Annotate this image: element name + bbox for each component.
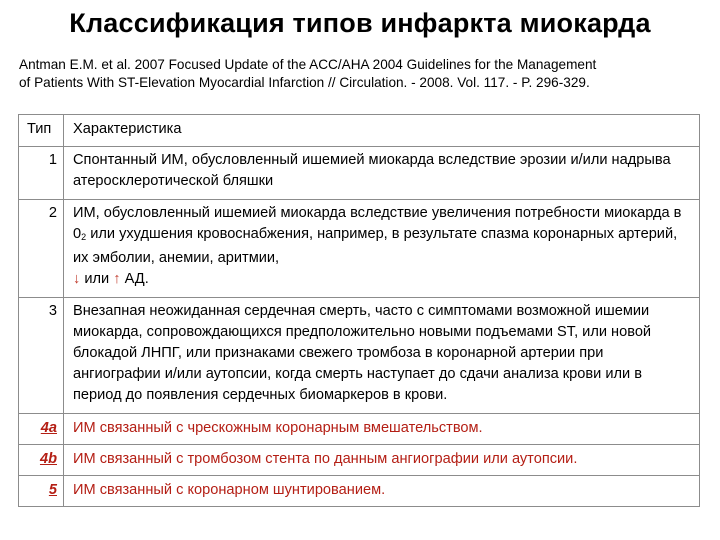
table-row <box>19 414 700 445</box>
row-type: 4a <box>19 414 64 445</box>
page-title: Классификация типов инфаркта миокарда <box>69 8 651 38</box>
table-row <box>19 476 700 507</box>
row-text-part: или ухудшения кровоснабжения, например, в результате спазма коронарных артерий, их эмболии, анемии, аритмии, <box>73 226 678 266</box>
header-type: Тип <box>19 115 64 147</box>
row-text-part: или <box>80 271 114 287</box>
row-description: ИМ связанный с коронарном шунтированием. <box>64 476 700 507</box>
header-description: Характеристика <box>64 115 700 147</box>
citation <box>19 56 709 92</box>
row-type: 2 <box>19 200 64 298</box>
row-type: 5 <box>19 476 64 507</box>
row-type: 4b <box>19 445 64 476</box>
table-row <box>19 200 700 298</box>
row-description: Спонтанный ИМ, обусловленный ишемией миокарда вследствие эрозии и/или надрыва атеросклеротической бляшки <box>64 147 700 200</box>
arrow-up-icon: ↑ <box>113 271 121 287</box>
row-type: 3 <box>19 298 64 414</box>
table-row <box>19 445 700 476</box>
row-description: ИМ связанный с чрескожным коронарным вмешательством. <box>64 414 700 445</box>
table-row <box>19 147 700 200</box>
arrow-down-icon: ↓ <box>73 271 81 287</box>
citation-line-1: Antman E.M. et al. 2007 Focused Update of the ACC/AHA 2004 Guidelines for the Management <box>19 57 597 72</box>
row-text-part: ИМ, обусловленный ишемией миокарда вследствие увеличения потребности миокарда в 0 <box>73 205 682 242</box>
mi-classification-table <box>18 114 700 507</box>
citation-line-2: of Patients With ST-Elevation Myocardial Infarction // Circulation. - 2008. Vol. 117. - P. 296-329. <box>19 75 590 90</box>
row-description <box>64 200 700 298</box>
row-type: 1 <box>19 147 64 200</box>
row-description: ИМ связанный с тромбозом стента по данным ангиографии или аутопсии. <box>64 445 700 476</box>
table-row <box>19 298 700 414</box>
table-header-row <box>19 115 700 147</box>
row-description: Внезапная неожиданная сердечная смерть, часто с симптомами возможной ишемии миокарда, сопровождающихся предположительно новыми подъемами ST, или новой блокадой ЛНПГ, или признаками свежего тромбоза в коронарной артерии при ангиографии и/или аутопсии, когда смерть наступает до сдачи анализа крови или в период до появления сердечных биомаркеров в крови. <box>64 298 700 414</box>
subscript: 2 <box>81 232 87 242</box>
row-text-part: АД. <box>120 271 149 287</box>
